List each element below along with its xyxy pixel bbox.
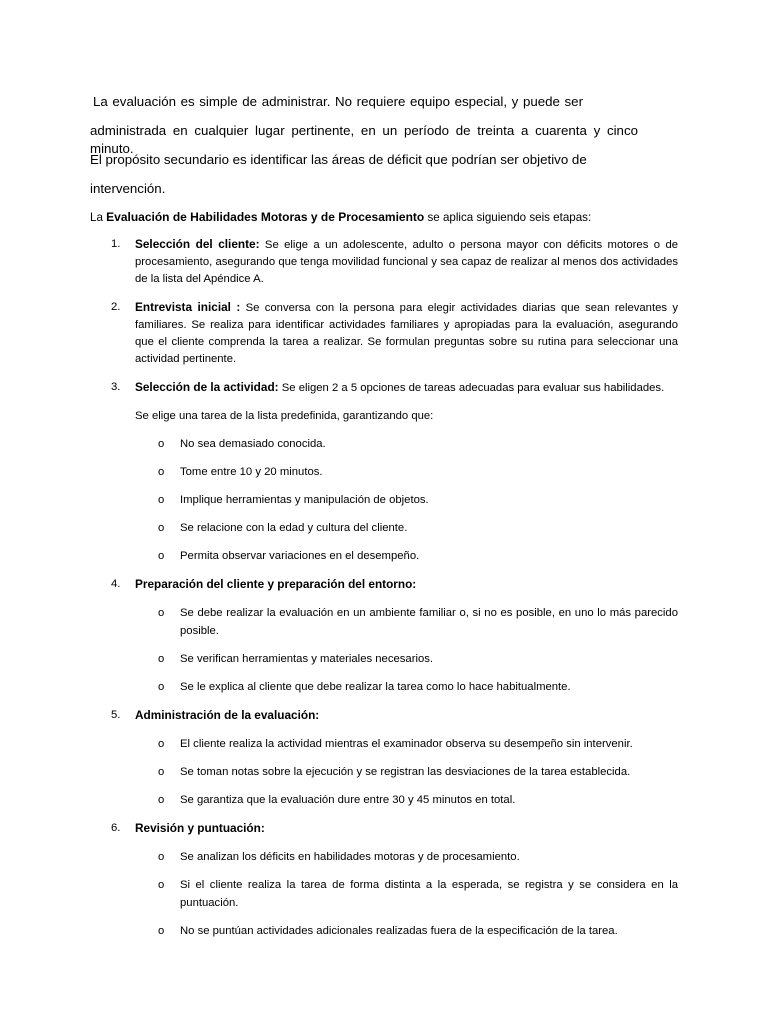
hollow-bullet-icon: o [158,438,165,450]
sub-bullet-item [135,519,678,537]
stage-paragraph [135,379,678,397]
lead-prefix: La [90,211,103,224]
hollow-bullet-icon: o [158,494,165,506]
sub-bullet-list [135,604,678,696]
sub-bullet-item [135,848,678,866]
sub-bullet-text: Implique herramientas y manipulación de objetos. [180,494,429,506]
sub-bullet-item [135,735,678,753]
stage-note: Se elige una tarea de la lista predefinida, garantizando que: [135,410,434,422]
sub-bullet-item [135,491,678,509]
stage-item [90,576,678,696]
sub-bullet-list [135,435,678,565]
sub-bullet-item [135,791,678,809]
stages-list [90,236,678,940]
stage-title: Selección del cliente: [135,237,260,251]
hollow-bullet-icon: o [158,766,165,778]
intro-line-1: La evaluación es simple de administrar. No requiere equipo especial, y puede ser [93,94,583,109]
stage-paragraph [135,820,678,838]
sub-bullet-item [135,876,678,912]
hollow-bullet-icon: o [158,925,165,937]
sub-bullet-item [135,922,678,940]
sub-bullet-text: No se puntúan actividades adicionales realizadas fuera de la especificación de la tarea. [180,925,618,937]
sub-bullet-text: Se analizan los déficits en habilidades motoras y de procesamiento. [180,851,520,863]
sub-bullet-text: Se toman notas sobre la ejecución y se registran las desviaciones de la tarea establecida. [180,766,631,778]
sub-bullet-list [135,735,678,809]
sub-bullet-text: Se verifican herramientas y materiales necesarios. [180,653,434,665]
intro-line-2: administrada en cualquier lugar pertinente, en un período de treinta a cuarenta y cinco minuto. [90,123,638,156]
intro-line-4: intervención. [90,181,166,196]
stage-number: 1. [111,238,121,250]
sub-bullet-item [135,463,678,481]
hollow-bullet-icon: o [158,794,165,806]
sub-bullet-item [135,678,678,696]
stage-description: Se conversa con la persona para elegir actividades diarias que sean relevantes y familiares. Se realiza para identificar actividades familiares y apropiadas para la evaluación, asegurando que el cliente comprenda la tarea a realizar. Se formulan preguntas sobre su rutina para seleccionar una actividad pertinente. [135,302,678,365]
sub-bullet-text: Se le explica al cliente que debe realizar la tarea como lo hace habitualmente. [180,681,571,693]
sub-bullet-text: El cliente realiza la actividad mientras el examinador observa su desempeño sin intervenir. [180,738,633,750]
stage-description: Se elige a un adolescente, adulto o persona mayor con déficits motores o de procesamiento, asegurando que tenga movilidad funcional y sea capaz de realizar al menos dos actividades de la lista del Apéndice A. [135,239,679,285]
stage-title: Administración de la evaluación: [135,708,320,722]
stage-number: 3. [111,381,121,393]
sub-bullet-item [135,650,678,668]
stage-number: 4. [111,578,121,590]
sub-bullet-text: Si el cliente realiza la tarea de forma distinta a la esperada, se registra y se considera en la puntuación. [180,879,678,909]
stage-description: Se eligen 2 a 5 opciones de tareas adecuadas para evaluar sus habilidades. [281,382,665,394]
stage-item [90,299,678,368]
hollow-bullet-icon: o [158,550,165,562]
hollow-bullet-icon: o [158,466,165,478]
sub-bullet-text: Permita observar variaciones en el desempeño. [180,550,420,562]
stage-number: 2. [111,301,121,313]
hollow-bullet-icon: o [158,738,165,750]
stage-paragraph [135,576,678,594]
sub-bullet-text: No sea demasiado conocida. [180,438,326,450]
stage-paragraph [135,707,678,725]
hollow-bullet-icon: o [158,681,165,693]
hollow-bullet-icon: o [158,879,165,891]
stage-item [90,236,678,288]
stage-title: Entrevista inicial : [135,300,241,314]
sub-bullet-item [135,435,678,453]
stage-number: 6. [111,822,121,834]
stage-paragraph [135,299,678,368]
sub-bullet-item [135,763,678,781]
sub-bullet-item [135,547,678,565]
sub-bullet-text: Tome entre 10 y 20 minutos. [180,466,323,478]
stage-title: Selección de la actividad: [135,380,279,394]
sub-bullet-text: Se garantiza que la evaluación dure entre 30 y 45 minutos en total. [180,794,516,806]
sub-bullet-text: Se debe realizar la evaluación en un ambiente familiar o, si no es posible, en uno lo más parecido posible. [180,607,678,637]
sub-bullet-item [135,604,678,640]
stage-number: 5. [111,709,121,721]
sub-bullet-list [135,848,678,940]
stage-item [90,379,678,565]
stage-title: Revisión y puntuación: [135,821,265,835]
stage-title: Preparación del cliente y preparación del entorno: [135,577,417,591]
intro-line-3: El propósito secundario es identificar las áreas de déficit que podrían ser objetivo de [90,152,587,167]
stage-item [90,707,678,809]
lead-suffix: se aplica siguiendo seis etapas: [427,211,592,224]
hollow-bullet-icon: o [158,607,165,619]
hollow-bullet-icon: o [158,522,165,534]
stage-item [90,820,678,940]
stage-paragraph [135,236,678,288]
lead-assessment-name: Evaluación de Habilidades Motoras y de Procesamiento [106,210,425,224]
stages-lead-sentence [90,209,591,226]
hollow-bullet-icon: o [158,851,165,863]
sub-bullet-text: Se relacione con la edad y cultura del cliente. [180,522,408,534]
hollow-bullet-icon: o [158,653,165,665]
